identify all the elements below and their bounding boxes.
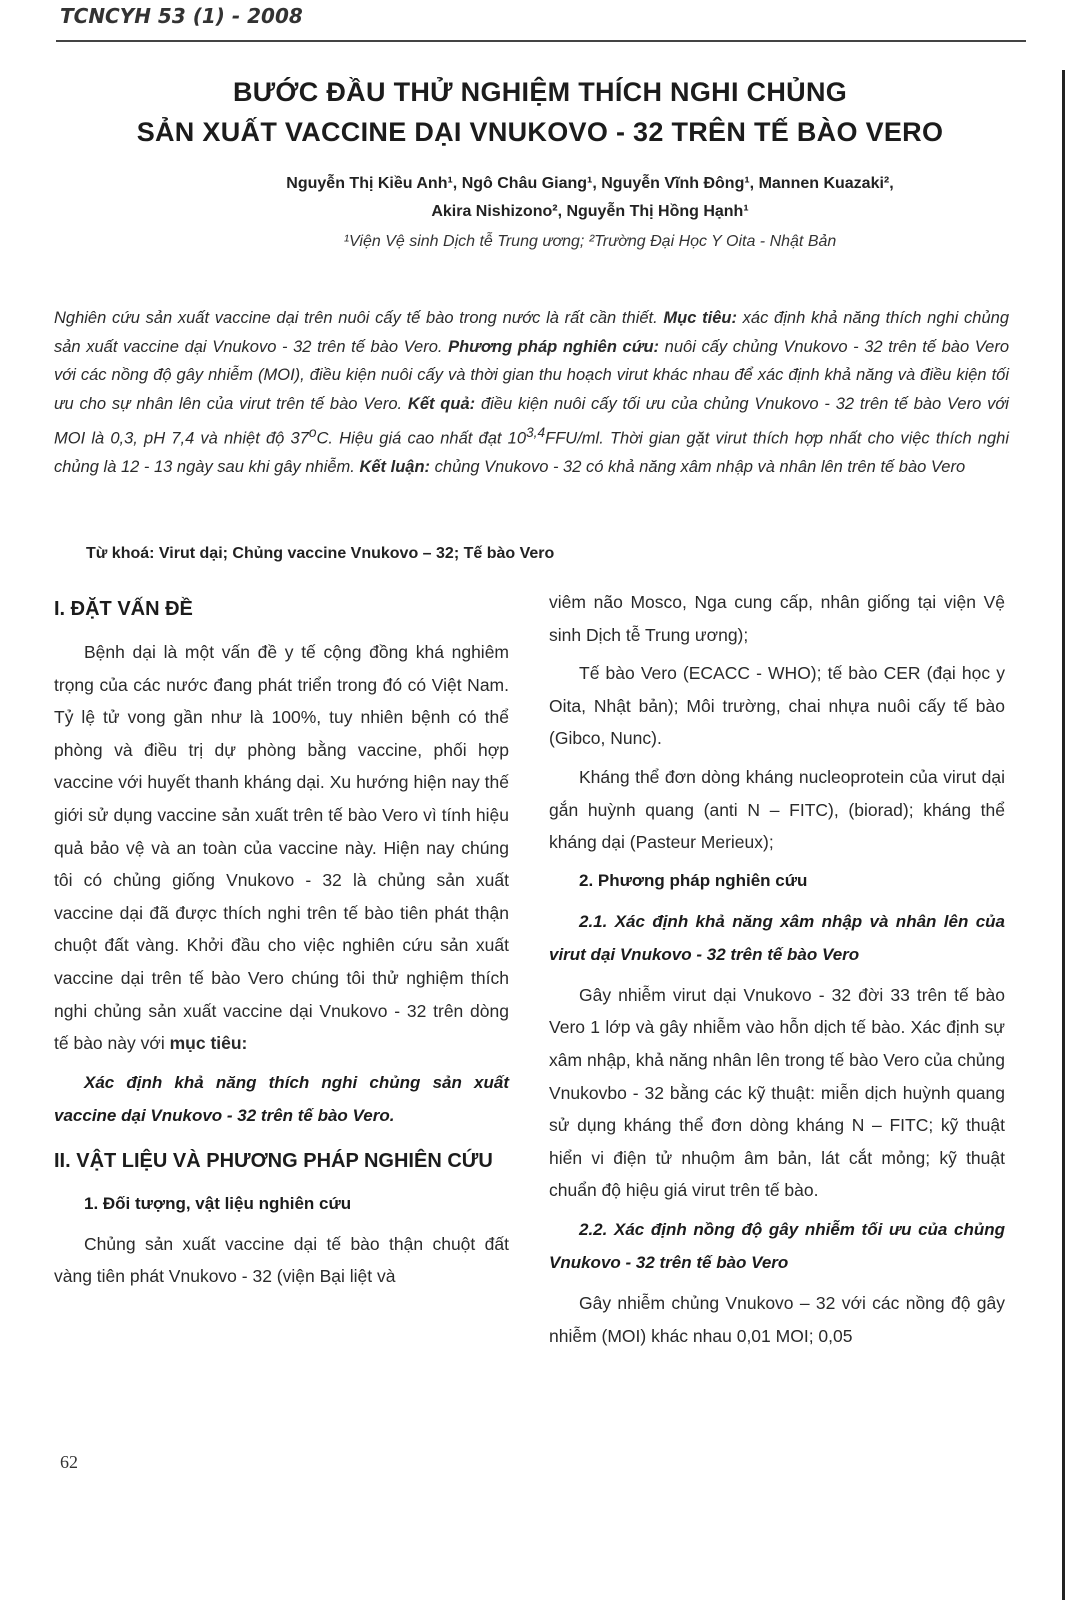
section-heading-introduction: I. ĐẶT VẤN ĐỀ (54, 598, 193, 620)
cell-lines-paragraph: Tế bào Vero (ECACC - WHO); tế bào CER (đại học y Oita, Nhật bản); Môi trường, chai nhựa nuôi cấy tế bào (Gibco, Nunc). (549, 663, 1005, 749)
materials-continuation: viêm não Mosco, Nga cung cấp, nhân giống tại viện Vệ sinh Dịch tễ Trung ương); (549, 592, 1005, 645)
study-objective: Xác định khả năng thích nghi chủng sản xuất vaccine dại Vnukovo - 32 trên tế bào Vero. (54, 1072, 509, 1125)
abstract-method-label: Phương pháp nghiên cứu: (448, 337, 660, 356)
abstract-result-label: Kết quả: (407, 395, 476, 414)
degree-superscript: o (308, 424, 317, 440)
materials-paragraph: Chủng sản xuất vaccine dại tế bào thận chuột đất vàng tiên phát Vnukovo - 32 (viện Bại liệt và (54, 1233, 509, 1287)
section-heading-methods: II. VẬT LIỆU VÀ PHƯƠNG PHÁP NGHIÊN CỨU (54, 1149, 493, 1172)
method-2-2-paragraph: Gây nhiễm chủng Vnukovo – 32 với các nồng độ gây nhiễm (MOI) khác nhau 0,01 MOI; 0,05 (549, 1292, 1005, 1346)
abstract-result-text-c: FFU/ml. Thời gian gặt virut thích hợp nhất cho việc thích nghi chủng là 12 - 13 ngày sau khi gây nhiễm. (54, 429, 1009, 477)
affiliations: ¹Viện Vệ sinh Dịch tễ Trung ương; ²Trường Đại Học Y Oita - Nhật Bản (343, 233, 837, 250)
abstract-conclusion-label: Kết luận: (359, 458, 431, 477)
left-column (54, 590, 509, 1299)
abstract-objective-text: xác định khả năng thích nghi chủng sản xuất vaccine dại Vnukovo - 32 trên tế bào Vero. (54, 309, 1009, 356)
abstract-result-text-b: C. Hiệu giá cao nhất đạt 10 (316, 429, 526, 448)
right-column (549, 586, 1005, 1358)
page-number: 62 (60, 1452, 78, 1472)
abstract-method-text: nuôi cấy chủng Vnukovo - 32 trên tế bào Vero với các nồng độ gây nhiễm (MOI), điều kiện nuôi cấy và thời gian thu hoạch virut khác nhau để xác định khả năng và điều kiện tối ưu cho sự nhân lên của virut trên tế bào Vero. (54, 337, 1010, 414)
abstract (54, 304, 1009, 482)
method-2-1-paragraph: Gây nhiễm virut dại Vnukovo - 32 đời 33 trên tế bào Vero 1 lớp và gây nhiễm vào hỗn dịch tế bào. Xác định sự xâm nhập, khả năng nhân lên trong tế bào Vero của chủng Vnukovbo - 32 bằng các kỹ thuật: miễn dịch huỳnh quang sử dụng kháng thể đơn dòng kháng N – FITC; kỹ thuật hiển vi điện tử nhuộm âm bản, lát cắt mỏng; kỹ thuật chuẩn độ hiệu giá virut trên tế bào. (549, 984, 1005, 1201)
authors-line-2: Akira Nishizono², Nguyễn Thị Hồng Hạnh¹ (431, 203, 749, 220)
author-list (160, 170, 1020, 226)
keywords: Từ khoá: Virut dại; Chủng vaccine Vnukovo – 32; Tế bào Vero (86, 545, 555, 562)
introduction-paragraph (54, 636, 509, 1060)
abstract-intro: Nghiên cứu sản xuất vaccine dại trên nuôi cấy tế bào trong nước là rất cần thiết. (54, 309, 658, 327)
antibodies-paragraph: Kháng thể đơn dòng kháng nucleoprotein của virut dại gắn huỳnh quang (anti N – FITC), (biorad); kháng thể kháng dại (Pasteur Merieux); (549, 766, 1005, 853)
subsection-heading-2-1: 2.1. Xác định khả năng xâm nhập và nhân lên của virut dại Vnukovo - 32 trên tế bào Vero (549, 911, 1005, 964)
title-line-1: BƯỚC ĐẦU THỬ NGHIỆM THÍCH NGHI CHỦNG (232, 77, 848, 107)
titer-exponent: 3,4 (526, 424, 546, 440)
abstract-conclusion-text: chủng Vnukovo - 32 có khả năng xâm nhập và nhân lên trên tế bào Vero (434, 458, 966, 477)
authors-line-1: Nguyễn Thị Kiều Anh¹, Ngô Châu Giang¹, Nguyễn Vĩnh Đông¹, Mannen Kuazaki², (286, 175, 894, 192)
introduction-text: Bệnh dại là một vấn đề y tế cộng đồng khá nghiêm trọng của các nước đang phát triển trong đó có Việt Nam. Tỷ lệ tử vong gần như là 100%, tuy nhiên bệnh có thể phòng và điều trị dự phòng bằng vaccine, phối hợp vaccine với huyết thanh kháng dại. Xu hướng hiện nay thế giới sử dụng vaccine sản xuất trên tế bào Vero vì tính hiệu quả bảo vệ và an toàn của vaccine này. Hiện nay chúng tôi có chủng giống Vnukovo - 32 là chủng sản xuất vaccine dại đã được thích nghi trên tế bào tiên phát thận chuột đất vàng. Khởi đầu cho việc nghiên cứu sản xuất vaccine dại trên tế bào Vero chúng tôi thử nghiệm thích nghi chủng sản xuất vaccine dại Vnukovo - 32 trên dòng tế bào này với (54, 642, 509, 1054)
subsection-heading-2-2: 2.2. Xác định nồng độ gây nhiễm tối ưu của chủng Vnukovo - 32 trên tế bào Vero (549, 1219, 1005, 1272)
page-edge-rule (1062, 70, 1065, 1600)
subsection-heading-materials: 1. Đối tượng, vật liệu nghiên cứu (84, 1193, 352, 1213)
article-title (60, 72, 1020, 152)
subsection-heading-methods: 2. Phương pháp nghiên cứu (579, 870, 808, 890)
title-line-2: SẢN XUẤT VACCINE DẠI VNUKOVO - 32 TRÊN TẾ BÀO VERO (136, 117, 944, 147)
header-rule (56, 40, 1026, 42)
abstract-result-text-a: điều kiện nuôi cấy tối ưu của chủng Vnukovo - 32 trên tế bào Vero với MOI là 0,3, pH 7,4 và nhiệt độ 37 (54, 395, 1009, 448)
running-head: TCNCYH 53 (1) - 2008 (60, 4, 303, 28)
abstract-objective-label: Mục tiêu: (663, 309, 737, 327)
objective-label: mục tiêu: (169, 1033, 248, 1054)
